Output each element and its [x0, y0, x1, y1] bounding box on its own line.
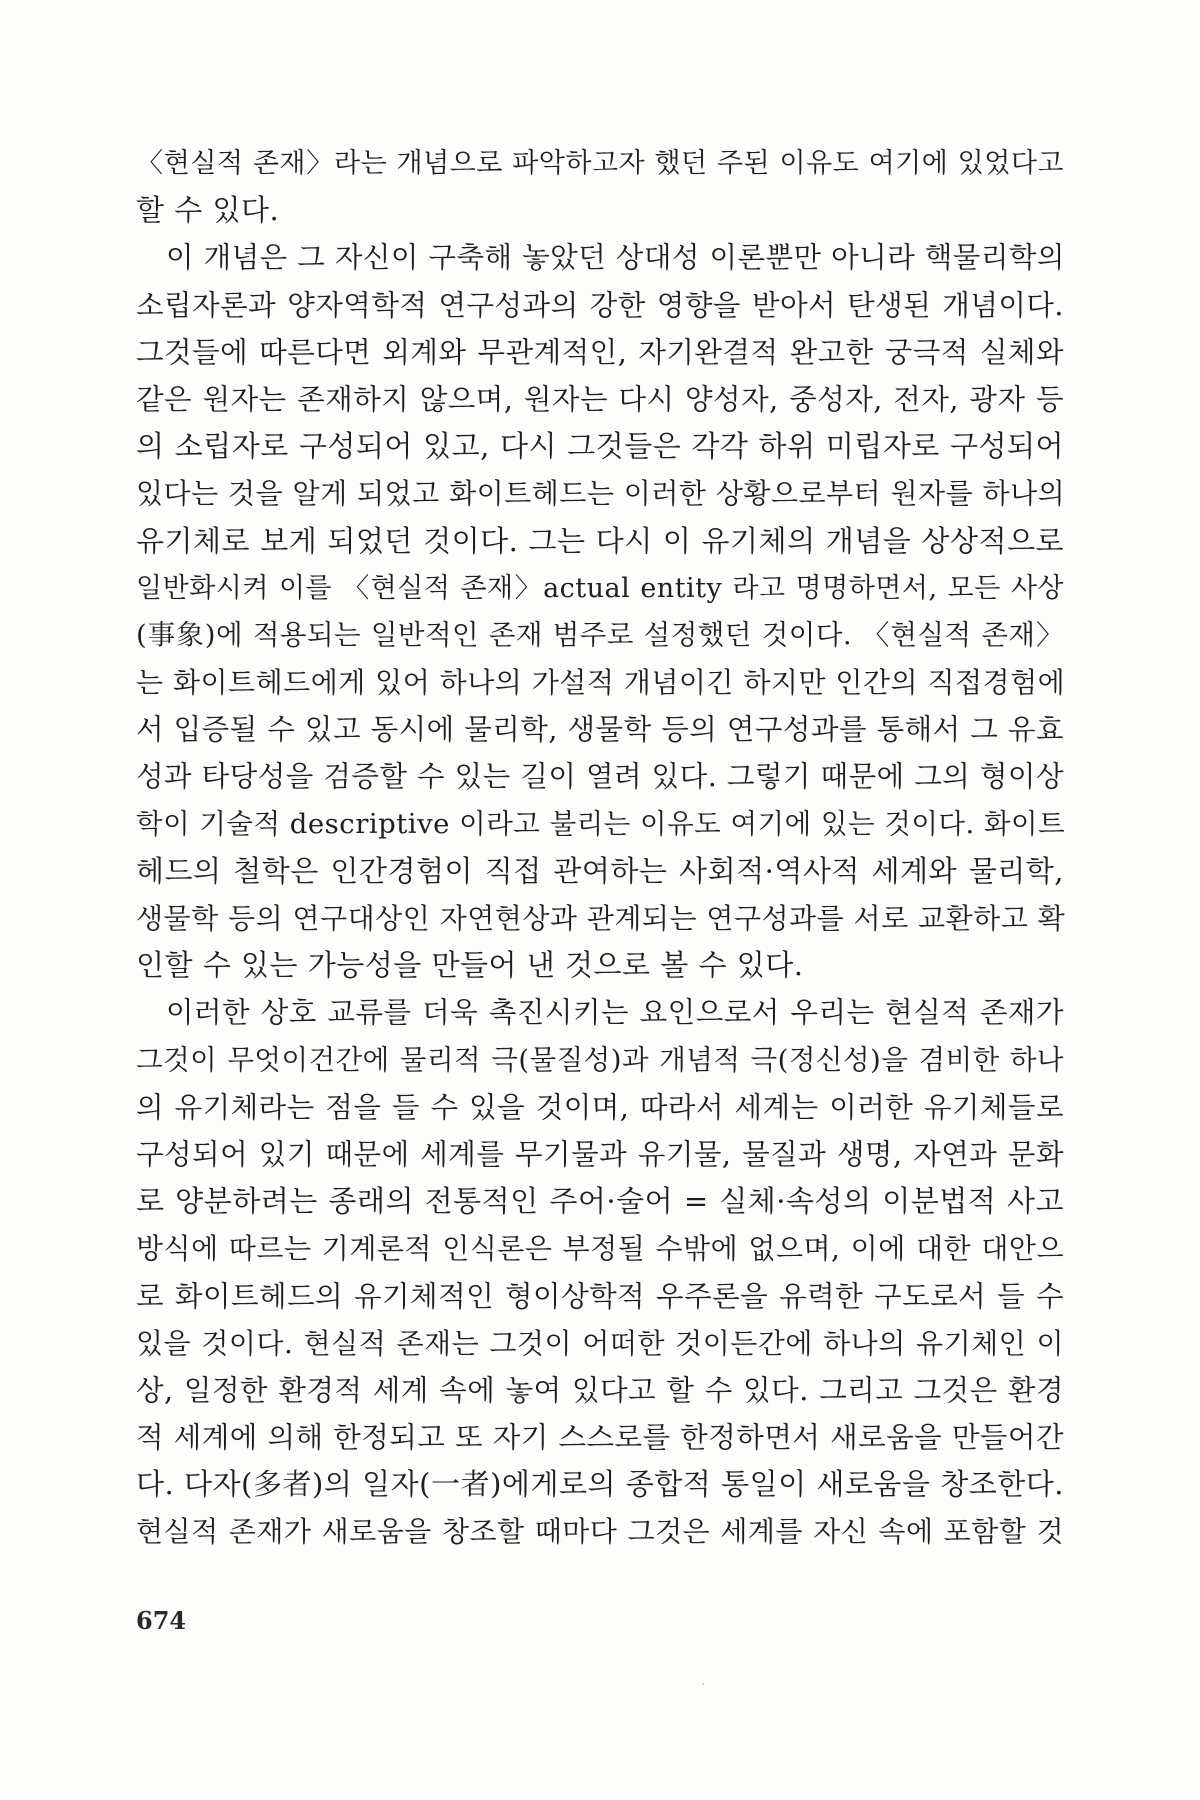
scan-speck	[702, 1683, 704, 1685]
text-line: 학이 기술적 descriptive 이라고 불리는 이유도 여기에 있는 것이다. 화이트	[136, 807, 1066, 840]
text-line: 이 개념은 그 자신이 구축해 놓았던 상대성 이론뿐만 아니라 핵물리학의	[166, 241, 1065, 275]
text-line: 일반화시켜 이를 〈현실적 존재〉actual entity 라고 명명하면서, 모든 사상	[136, 572, 1064, 604]
body-text	[136, 140, 1064, 1556]
text-line: 헤드의 철학은 인간경험이 직접 관여하는 사회적·역사적 세계와 물리학,	[136, 853, 1064, 888]
text-line: 그것이 무엇이건간에 물리적 극(물질성)과 개념적 극(정신성)을 겸비한 하나	[136, 1043, 1064, 1076]
text-line: 로 양분하려는 종래의 전통적인 주어·술어 = 실체·속성의 이분법적 사고	[136, 1184, 1064, 1219]
text-line: 있을 것이다. 현실적 존재는 그것이 어떠한 것이든간에 하나의 유기체인 이	[136, 1326, 1064, 1360]
page-number: 674	[136, 1606, 187, 1635]
text-line: 이러한 상호 교류를 더욱 촉진시키는 요인으로서 우리는 현실적 존재가	[166, 996, 1064, 1030]
text-line: 현실적 존재가 새로움을 창조할 때마다 그것은 세계를 자신 속에 포함할 것	[136, 1515, 1064, 1549]
text-line: 유기체로 보게 되었던 것이다. 그는 다시 이 유기체의 개념을 상상적으로	[136, 523, 1064, 558]
text-line: 같은 원자는 존재하지 않으며, 원자는 다시 양성자, 중성자, 전자, 광자 등	[136, 382, 1064, 416]
text-line: 할 수 있다.	[136, 193, 280, 228]
text-line: 의 유기체라는 점을 들 수 있을 것이며, 따라서 세계는 이러한 유기체들로	[136, 1090, 1064, 1124]
text-line: 인할 수 있는 가능성을 만들어 낸 것으로 볼 수 있다.	[136, 948, 804, 983]
text-line: 다. 다자(多者)의 일자(一者)에게로의 종합적 통일이 새로움을 창조한다.	[136, 1467, 1064, 1502]
text-line: 방식에 따르는 기계론적 인식론은 부정될 수밖에 없으며, 이에 대한 대안으	[136, 1232, 1064, 1266]
text-line: 생물학 등의 연구대상인 자연현상과 관계되는 연구성과를 서로 교환하고 확	[136, 902, 1066, 935]
text-line: 그것들에 따른다면 외계와 무관계적인, 자기완결적 완고한 궁극적 실체와	[136, 335, 1064, 369]
text-line: 있다는 것을 알게 되었고 화이트헤드는 이러한 상황으로부터 원자를 하나의	[136, 477, 1066, 511]
text-line: 의 소립자로 구성되어 있고, 다시 그것들은 각각 하위 미립자로 구성되어	[136, 429, 1064, 464]
text-line: 적 세계에 의해 한정되고 또 자기 스스로를 한정하면서 새로움을 만들어간	[136, 1421, 1064, 1455]
text-line: (事象)에 적용되는 일반적인 존재 범주로 설정했던 것이다. 〈현실적 존재〉	[136, 618, 1064, 651]
text-line: 상, 일정한 환경적 세계 속에 놓여 있다고 할 수 있다. 그리고 그것은 환경	[136, 1373, 1064, 1407]
text-line: 서 입증될 수 있고 동시에 물리학, 생물학 등의 연구성과를 통해서 그 유효	[136, 713, 1064, 747]
text-line: 소립자론과 양자역학적 연구성과의 강한 영향을 받아서 탄생된 개념이다.	[136, 288, 1064, 322]
text-line: 구성되어 있기 때문에 세계를 무기물과 유기물, 물질과 생명, 자연과 문화	[136, 1137, 1064, 1171]
text-line: 〈현실적 존재〉라는 개념으로 파악하고자 했던 주된 이유도 여기에 있었다고	[136, 148, 1064, 179]
text-line: 성과 타당성을 검증할 수 있는 길이 열려 있다. 그렇기 때문에 그의 형이상	[136, 760, 1064, 794]
text-line: 로 화이트헤드의 유기체적인 형이상학적 우주론을 유력한 구도로서 들 수	[136, 1279, 1064, 1313]
text-line: 는 화이트헤드에게 있어 하나의 가설적 개념이긴 하지만 인간의 직접경험에	[136, 666, 1066, 700]
